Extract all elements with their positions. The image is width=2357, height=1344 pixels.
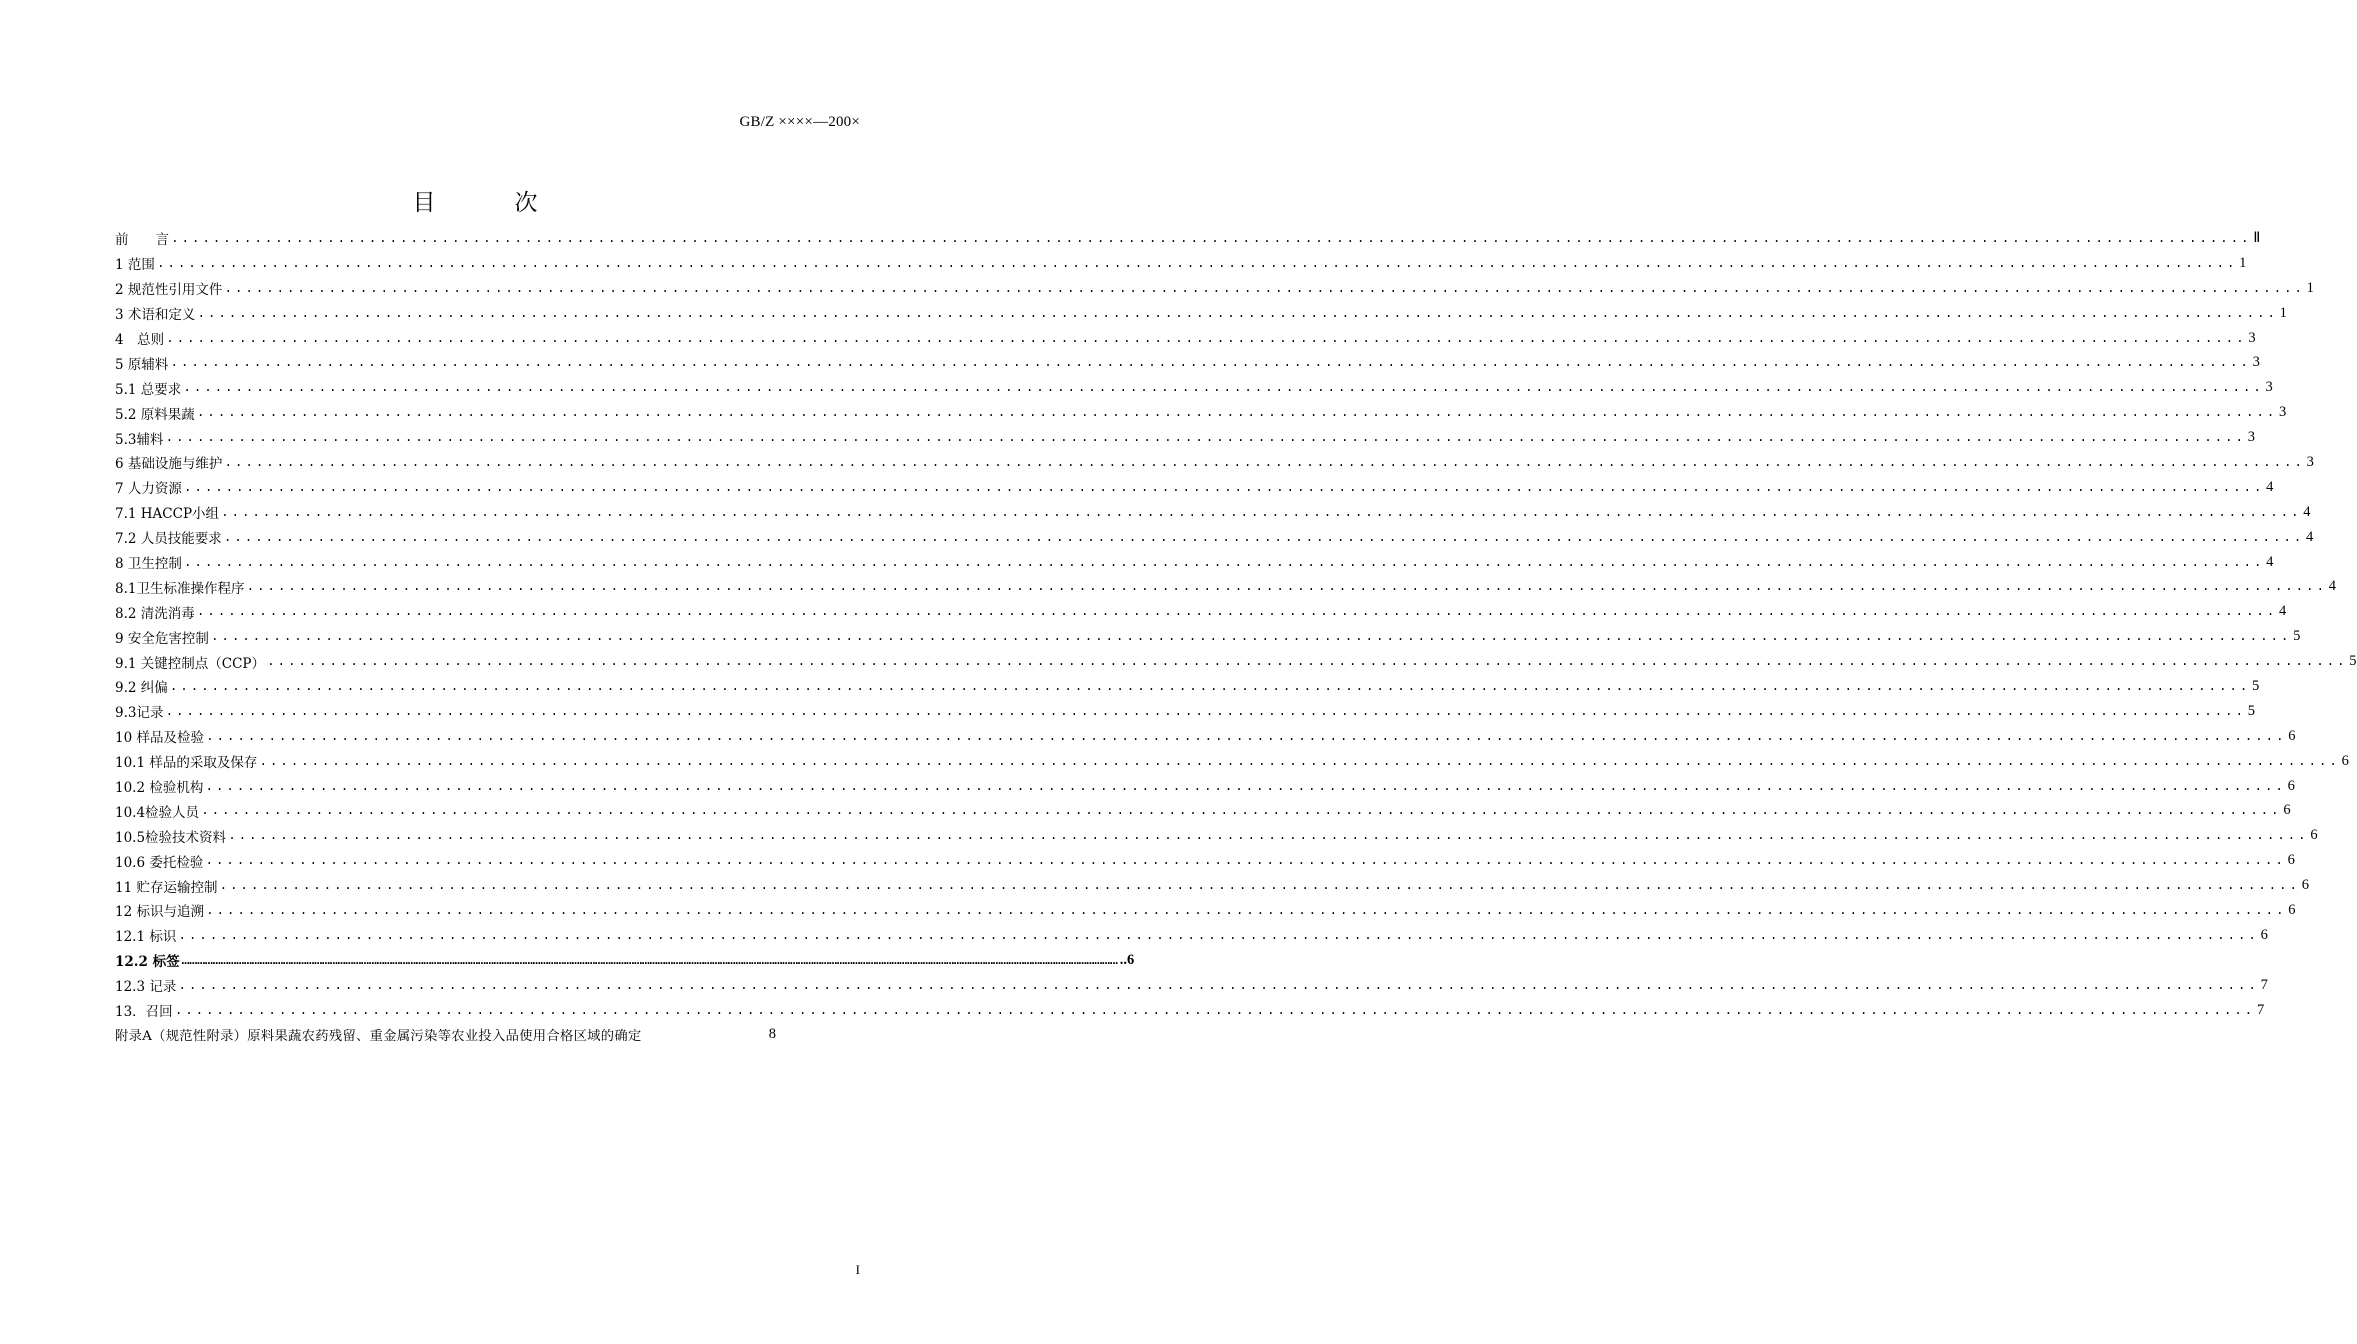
- toc-entry[interactable]: [115, 798, 2291, 823]
- toc-entry-label: 7.1 HACCP小组: [115, 506, 220, 523]
- toc-entry-page: 3: [2279, 404, 2287, 421]
- toc-dot-leader: ........................................................................................................................................................................................................: [197, 305, 2278, 321]
- toc-dot-leader: ........................................................................................................................................................................................................: [183, 380, 2264, 396]
- toc-entry-label: 1 范围: [115, 257, 155, 274]
- page-number: I: [855, 1262, 860, 1277]
- toc-entry-label: 12.3 记录: [115, 979, 177, 996]
- toc-dot-leader: ........................................................................................................................................................................................................: [178, 927, 2259, 943]
- toc-entry-page: Ⅱ: [2253, 229, 2261, 246]
- toc-entry[interactable]: [115, 1023, 776, 1048]
- toc-dot-leader: ........................................................................................................................................................................................................: [196, 405, 2278, 421]
- toc-entry[interactable]: [115, 375, 2273, 400]
- toc-dot-leader: ........................................................................................................................................................................................................: [210, 629, 2292, 645]
- toc-dot-leader: ........................................................................................................................................................................................................: [156, 255, 2238, 271]
- toc-entry-label: 8 卫生控制: [115, 556, 182, 573]
- toc-entry[interactable]: [115, 749, 2349, 774]
- toc-entry[interactable]: [115, 973, 2268, 998]
- toc-dot-leader: ........................................................................................................................................................................................................: [174, 1002, 2255, 1018]
- toc-entry-label: 10 样品及检验: [115, 730, 204, 747]
- toc-entry-label: 10.2 检验机构: [115, 780, 204, 797]
- toc-entry[interactable]: [115, 550, 2274, 575]
- toc-entry-page: 6: [2310, 827, 2318, 844]
- toc-entry-page: 6: [2260, 926, 2268, 943]
- document-code: GB/Z ××××—200×: [739, 114, 860, 130]
- toc-entry-page: 6: [2283, 802, 2291, 819]
- toc-entry[interactable]: [115, 301, 2287, 326]
- toc-entry[interactable]: [115, 599, 2287, 624]
- toc-entry-page: 1: [2279, 304, 2287, 321]
- toc-entry-page: 1: [2239, 254, 2247, 271]
- toc-dot-leader: ........................................................................................................................................................................................................: [221, 504, 2302, 520]
- toc-entry-label: 10.1 样品的采取及保存: [115, 755, 258, 772]
- toc-entry-page: 3: [2306, 453, 2314, 470]
- toc-entry-label: 4 总则: [115, 332, 165, 348]
- toc-dot-leader: ........................................................................................................................................................................................................: [165, 430, 2246, 446]
- toc-entry-page: 6: [2287, 852, 2295, 869]
- toc-entry-page: 8: [768, 1026, 776, 1043]
- toc-entry[interactable]: [115, 400, 2287, 425]
- toc-entry-label: 9 安全危害控制: [115, 630, 209, 647]
- toc-entry[interactable]: [115, 475, 2274, 500]
- toc-entry[interactable]: [115, 624, 2301, 649]
- toc-entry-page: 6: [2288, 901, 2296, 918]
- toc-entry-label: 11 贮存运输控制: [115, 879, 218, 896]
- toc-entry-label: 5.1 总要求: [115, 381, 182, 398]
- toc-entry[interactable]: [115, 774, 2295, 799]
- toc-entry-label: 10.5检验技术资料: [115, 829, 227, 846]
- toc-dot-leader: ........................................................................................................................................................................................................: [165, 703, 2246, 719]
- toc-dot-leader: ........................................................................................................................................................................................................: [183, 554, 2265, 570]
- toc-entry-label: 8.2 清洗消毒: [115, 605, 195, 622]
- toc-entry-label: 9.2 纠偏: [115, 680, 168, 697]
- toc-dot-leader: ………………………………………………………………………………………………………………………………………………………………………………………………………………………………………………………………………………………………………………………………: [181, 952, 1118, 968]
- toc-entry-page: 5: [2247, 702, 2255, 719]
- toc-entry-label: 7.2 人员技能要求: [115, 531, 222, 548]
- toc-dot-leader: ........................................................................................................................................................................................................: [178, 977, 2259, 993]
- toc-entry-label: 5.2 原料果蔬: [115, 406, 195, 423]
- toc-dot-leader: ........................................................................................................................................................................................................: [224, 454, 2305, 470]
- toc-entry-label: 6 基础设施与维护: [115, 456, 223, 473]
- toc-entry-page: 5: [2349, 653, 2357, 670]
- toc-dot-leader: ........................................................................................................................................................................................................: [183, 479, 2265, 495]
- toc-entry[interactable]: [115, 350, 2260, 375]
- toc-dot-leader: ........................................................................................................................................................................................................: [169, 678, 2251, 694]
- toc-entry-label: 2 规范性引用文件: [115, 282, 223, 299]
- toc-dot-leader: ........................................................................................................................................................................................................: [170, 355, 2251, 371]
- toc-entry-label: 附录A（规范性附录）原料果蔬农药残留、重金属污染等农业投入品使用合格区域的确定: [115, 1029, 642, 1045]
- toc-entry-page: 7: [2256, 1001, 2265, 1018]
- toc-entry-label: 前 言: [115, 232, 169, 249]
- toc-entry-page: 6: [2287, 777, 2295, 794]
- toc-entry-page: 1: [2306, 279, 2314, 296]
- toc-dot-leader: ........................................................................................................................................................................................................: [196, 604, 2278, 620]
- toc-entry-page: 4: [2328, 578, 2336, 595]
- toc-entry[interactable]: [115, 948, 1135, 973]
- toc-entry-page: 5: [2293, 628, 2301, 645]
- toc-entry-label: 5.3辅料: [115, 431, 164, 448]
- toc-dot-leader: ........................................................................................................................................................................................................: [223, 529, 2305, 545]
- toc-dot-leader: ........................................................................................................................................................................................................: [205, 902, 2287, 918]
- toc-entry[interactable]: [115, 699, 2255, 724]
- toc-dot-leader: ........................................................................................................................................................................................................: [246, 579, 2327, 595]
- toc-entry-page: 4: [2306, 528, 2314, 545]
- table-of-contents: [115, 226, 2357, 1047]
- toc-entry[interactable]: [115, 674, 2260, 699]
- toc-dot-leader: ........................................................................................................................................................................................................: [259, 753, 2340, 769]
- toc-entry[interactable]: [115, 525, 2314, 550]
- toc-entry-page: 6: [2341, 752, 2349, 769]
- toc-entry-label: 9.3记录: [115, 705, 164, 722]
- toc-entry-label: 12 标识与追溯: [115, 904, 204, 921]
- toc-entry[interactable]: [115, 251, 2247, 276]
- toc-entry-page: 6: [2288, 727, 2296, 744]
- toc-entry-page: 4: [2279, 603, 2287, 620]
- toc-entry-label: 12.1 标识: [115, 929, 177, 946]
- toc-entry[interactable]: [115, 425, 2255, 450]
- toc-entry[interactable]: [115, 898, 2296, 923]
- toc-dot-leader: ........................................................................................................................................................................................................: [205, 853, 2286, 869]
- toc-dot-leader: ........................................................................................................................................................................................................: [201, 803, 2282, 819]
- toc-entry[interactable]: [115, 649, 2357, 674]
- toc-entry-page: 3: [2247, 429, 2255, 446]
- toc-entry-page: 4: [2266, 553, 2274, 570]
- toc-entry[interactable]: [115, 326, 2256, 351]
- toc-entry[interactable]: [115, 848, 2295, 873]
- toc-entry-label: 7 人力资源: [115, 481, 182, 498]
- toc-entry-page: 6: [2301, 877, 2309, 894]
- toc-entry[interactable]: [115, 724, 2296, 749]
- toc-entry[interactable]: [115, 226, 2261, 251]
- toc-entry-page: 4: [2303, 503, 2311, 520]
- toc-entry[interactable]: [115, 276, 2314, 301]
- toc-entry[interactable]: [115, 923, 2268, 948]
- toc-dot-leader: ........................................................................................................................................................................................................: [219, 878, 2300, 894]
- toc-dot-leader: ........................................................................................................................................................................................................: [166, 330, 2247, 346]
- toc-entry-label: 12.2 标签: [115, 954, 180, 971]
- toc-entry[interactable]: [115, 873, 2309, 898]
- toc-entry-page: 5: [2252, 677, 2260, 694]
- toc-entry-label: 10.4检验人员: [115, 804, 200, 821]
- toc-dot-leader: ........................................................................................................................................................................................................: [224, 280, 2305, 296]
- toc-entry-label: 10.6 委托检验: [115, 854, 204, 871]
- toc-dot-leader: ........................................................................................................................................................................................................: [205, 778, 2286, 794]
- toc-entry[interactable]: [115, 450, 2314, 475]
- toc-entry[interactable]: [115, 574, 2336, 599]
- toc-entry-label: 13．召回: [115, 1004, 173, 1021]
- toc-title: 目 次: [412, 190, 566, 216]
- toc-entry-label: 9.1 关键控制点（CCP）: [115, 655, 266, 672]
- toc-entry-page: 3: [2248, 329, 2256, 346]
- toc-entry[interactable]: [115, 823, 2318, 848]
- toc-entry-page: 3: [2252, 354, 2260, 371]
- toc-dot-leader: ........................................................................................................................................................................................................: [228, 828, 2309, 844]
- toc-entry-page: ..6: [1119, 951, 1135, 968]
- toc-entry-label: 3 术语和定义: [115, 307, 196, 324]
- toc-entry[interactable]: [115, 500, 2311, 525]
- toc-entry-label: 5 原辅料: [115, 356, 169, 373]
- toc-dot-leader: ........................................................................................................................................................................................................: [171, 230, 2252, 246]
- toc-entry-page: 3: [2265, 379, 2273, 396]
- toc-entry[interactable]: [115, 998, 2265, 1023]
- toc-entry-page: 4: [2266, 478, 2274, 495]
- toc-dot-leader: ........................................................................................................................................................................................................: [205, 728, 2287, 744]
- toc-entry-page: 7: [2260, 976, 2268, 993]
- toc-dot-leader: ........................................................................................................................................................................................................: [267, 654, 2348, 670]
- toc-entry-label: 8.1卫生标准操作程序: [115, 580, 245, 597]
